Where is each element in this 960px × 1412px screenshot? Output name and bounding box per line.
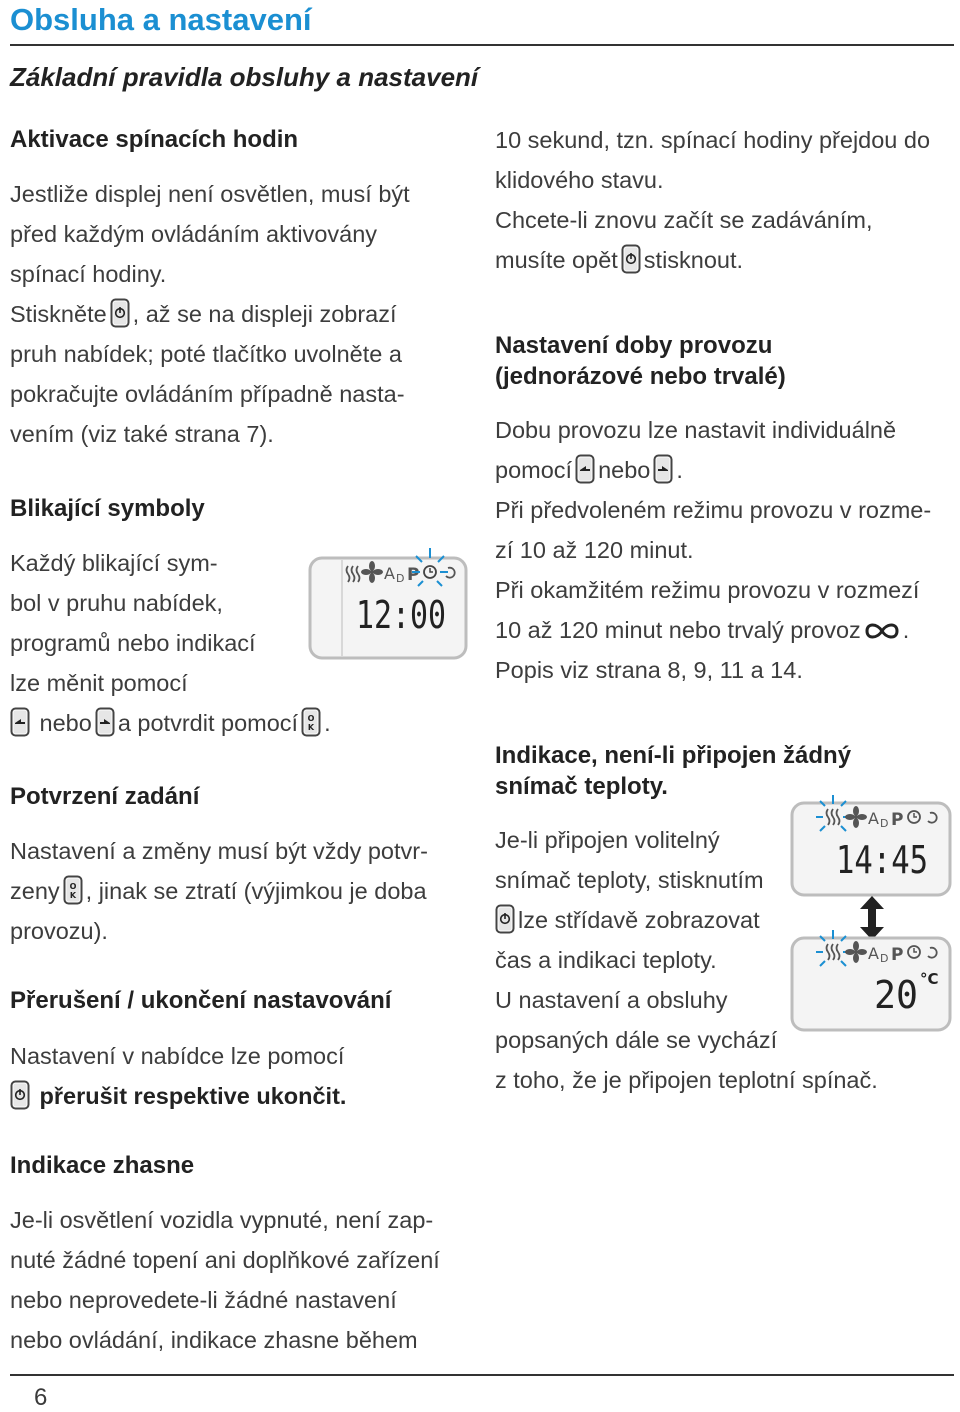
duration-text-2b: nebo <box>598 457 651 483</box>
heading-duration-1: Nastavení doby provozu <box>495 332 773 359</box>
heading-display-off: Indikace zhasne <box>10 1152 195 1179</box>
interrupt-text-2 <box>7 1076 346 1116</box>
power-button-icon <box>110 298 130 328</box>
cont-text-3: Chcete-li znovu začít se zadáváním, <box>495 207 873 233</box>
sensor-text-3 <box>492 900 760 940</box>
blinking-text-4: lze měnit pomocí <box>10 670 188 696</box>
power-button-icon <box>10 1080 30 1110</box>
program-letter: P <box>407 565 420 585</box>
sensor-text-7: z toho, že je připojen teplotní spínač. <box>495 1067 878 1093</box>
left-arrow-button-icon <box>10 707 30 737</box>
heading-sensor-2: snímač teploty. <box>495 773 668 800</box>
heading-activation: Aktivace spínacích hodin <box>10 126 299 153</box>
lcd-readout: 20 <box>874 973 918 1017</box>
footer-divider <box>10 1374 954 1376</box>
activation-text-3: spínací hodiny. <box>10 261 167 287</box>
program-letter: P <box>891 810 904 830</box>
sensor-text-2: snímač teploty, stisknutím <box>495 867 764 893</box>
sensor-text-1: Je-li připojen volitelný <box>495 827 720 853</box>
activation-text-5: pruh nabídek; poté tlačítko uvolněte a <box>10 341 402 367</box>
duration-text-2c: . <box>676 457 683 483</box>
sensor-text-4: čas a indikaci teploty. <box>495 947 717 973</box>
cont-text-4a: musíte opět <box>495 247 618 273</box>
page-number: 6 <box>34 1384 48 1411</box>
status-sub-letter: D <box>396 572 405 585</box>
blinking-text-5a: nebo <box>39 710 92 736</box>
status-letter: A <box>384 564 395 583</box>
duration-text-2a: pomocí <box>495 457 573 483</box>
cont-text-4b: stisknout. <box>643 247 744 273</box>
page-title: Obsluha a nastavení <box>10 2 312 37</box>
duration-text-5: Při okamžitém režimu provozu v rozmezí <box>495 577 920 603</box>
cont-text-4 <box>495 240 743 280</box>
status-sub-letter: D <box>880 817 889 830</box>
heading-interrupt: Přerušení / ukončení nastavování <box>10 987 392 1014</box>
heading-duration-2: (jednorázové nebo trvalé) <box>495 363 786 390</box>
confirm-text-2b: , jinak se ztratí (výjimkou je doba <box>85 878 427 904</box>
activation-text-4a: Stiskněte <box>10 301 107 327</box>
status-sub-letter: D <box>880 952 889 965</box>
duration-text-1: Dobu provozu lze nastavit individuálně <box>495 417 897 443</box>
lcd-readout: 12:00 <box>356 593 446 637</box>
svg-text:O: O <box>69 882 77 891</box>
display-temperature <box>790 930 952 1034</box>
section-subtitle: Základní pravidla obsluhy a nastavení <box>10 62 479 92</box>
right-arrow-button-icon <box>653 454 673 484</box>
interrupt-text-1: Nastavení v nabídce lze pomocí <box>10 1043 345 1069</box>
activation-text-4 <box>10 294 397 334</box>
activation-text-4b: , až se na displeji zobrazí <box>132 301 397 327</box>
duration-text-4: zí 10 až 120 minut. <box>495 537 694 563</box>
duration-text-7: Popis viz strana 8, 9, 11 a 14. <box>495 657 803 683</box>
duration-text-6a: 10 až 120 minut nebo trvalý provoz <box>495 617 861 643</box>
blinking-text-3: programů nebo indikací <box>10 630 256 656</box>
cont-text-2: klidového stavu. <box>495 167 664 193</box>
heading-confirm: Potvrzení zadání <box>10 783 200 810</box>
blinking-text-5c: . <box>324 710 331 736</box>
heading-sensor-1: Indikace, není-li připojen žádný <box>495 742 852 769</box>
ok-button-icon <box>301 707 321 737</box>
blinking-text-5 <box>7 703 331 743</box>
duration-text-2 <box>495 450 683 490</box>
interrupt-text-2-bold: přerušit respektive ukončit. <box>39 1083 347 1109</box>
status-letter: A <box>868 809 879 828</box>
off-text-4: nebo ovládání, indikace zhasne během <box>10 1327 418 1353</box>
sensor-text-3a: lze střídavě zobrazovat <box>518 907 760 933</box>
blinking-text-5b: a potvrdit pomocí <box>117 710 299 736</box>
duration-text-6 <box>495 610 909 650</box>
infinity-icon <box>863 622 901 640</box>
svg-text:K: K <box>307 723 315 732</box>
off-text-1: Je-li osvětlení vozidla vypnuté, není zap- <box>10 1207 434 1233</box>
activation-text-2: před každým ovládáním aktivovány <box>10 221 378 247</box>
title-divider <box>10 44 954 46</box>
program-letter: P <box>891 945 904 965</box>
off-text-2: nuté žádné topení ani doplňkové zařízení <box>10 1247 440 1273</box>
lcd-readout: 14:45 <box>836 838 928 882</box>
cont-text-1: 10 sekund, tzn. spínací hodiny přejdou do <box>495 127 931 153</box>
blinking-text-1: Každý blikající sym- <box>10 550 218 576</box>
activation-text-7: vením (viz také strana 7). <box>10 421 274 447</box>
svg-text:O: O <box>307 714 315 723</box>
display-blinking-symbols <box>308 544 468 662</box>
sensor-text-5: U nastavení a obsluhy <box>495 987 728 1013</box>
duration-text-6b: . <box>902 617 910 643</box>
ok-button-icon <box>63 875 83 905</box>
confirm-text-3: provozu). <box>10 918 108 944</box>
activation-text-1: Jestliže displej není osvětlen, musí být <box>10 181 410 207</box>
sensor-text-6: popsaných dále se vychází <box>495 1027 778 1053</box>
display-time <box>790 795 952 899</box>
confirm-text-2a: zeny <box>10 878 60 904</box>
power-button-icon <box>495 904 515 934</box>
heading-blinking: Blikající symboly <box>10 495 205 522</box>
left-arrow-button-icon <box>575 454 595 484</box>
temperature-unit: °C <box>920 970 939 988</box>
activation-text-6: pokračujte ovládáním případně nasta- <box>10 381 405 407</box>
confirm-text-1: Nastavení a změny musí být vždy potvr- <box>10 838 428 864</box>
right-arrow-button-icon <box>95 707 115 737</box>
status-letter: A <box>868 944 879 963</box>
duration-text-3: Při předvoleném režimu provozu v rozme- <box>495 497 932 523</box>
confirm-text-2 <box>10 871 427 911</box>
svg-text:K: K <box>69 891 76 900</box>
off-text-3: nebo neprovedete-li žádné nastavení <box>10 1287 397 1313</box>
blinking-text-2: bol v pruhu nabídek, <box>10 590 223 616</box>
power-button-icon <box>621 244 641 274</box>
